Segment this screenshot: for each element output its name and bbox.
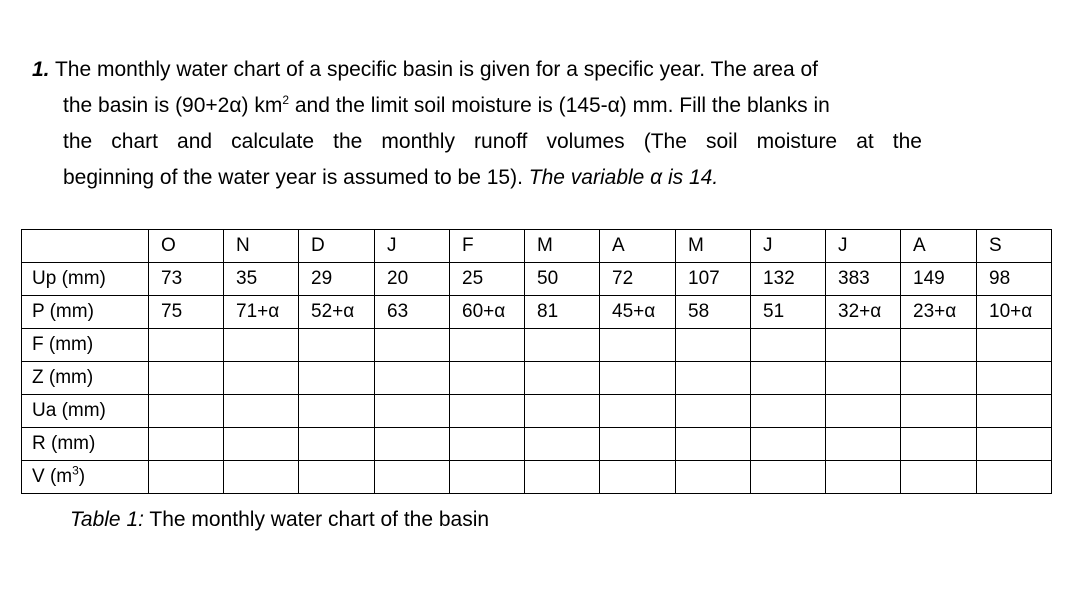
value-cell: 63: [375, 296, 450, 329]
problem-statement: [32, 52, 922, 196]
blank-cell: [676, 461, 751, 494]
blank-cell: [375, 395, 450, 428]
corner-cell: [22, 230, 149, 263]
month-header: M: [525, 230, 600, 263]
month-header: J: [751, 230, 826, 263]
blank-cell: [901, 395, 977, 428]
blank-cell: [375, 362, 450, 395]
up-row: [22, 263, 1052, 296]
blank-cell: [149, 461, 224, 494]
blank-cell: [977, 362, 1052, 395]
row-label: Ua (mm): [22, 395, 149, 428]
value-cell: 58: [676, 296, 751, 329]
blank-cell: [149, 362, 224, 395]
month-header: S: [977, 230, 1052, 263]
blank-cell: [751, 428, 826, 461]
value-cell: 75: [149, 296, 224, 329]
caption-label: Table 1:: [70, 508, 144, 531]
blank-cell: [525, 395, 600, 428]
blank-cell: [224, 461, 299, 494]
value-cell: 32+α: [826, 296, 901, 329]
value-cell: 35: [224, 263, 299, 296]
blank-cell: [600, 395, 676, 428]
blank-cell: [826, 395, 901, 428]
month-header: J: [375, 230, 450, 263]
blank-cell: [826, 461, 901, 494]
ua-row: [22, 395, 1052, 428]
blank-cell: [826, 329, 901, 362]
water-chart-table: [21, 229, 1052, 494]
blank-cell: [375, 428, 450, 461]
row-label: V $(m^3)$: [22, 461, 149, 494]
value-cell: 45+α: [600, 296, 676, 329]
value-cell: 10+α: [977, 296, 1052, 329]
value-cell: 72: [600, 263, 676, 296]
value-cell: 81: [525, 296, 600, 329]
blank-cell: [149, 329, 224, 362]
value-cell: 60+α: [450, 296, 525, 329]
value-cell: 71+α: [224, 296, 299, 329]
blank-cell: [751, 362, 826, 395]
blank-cell: [600, 428, 676, 461]
r-row: [22, 428, 1052, 461]
blank-cell: [450, 461, 525, 494]
value-cell: 29: [299, 263, 375, 296]
blank-cell: [224, 329, 299, 362]
row-label: Z (mm): [22, 362, 149, 395]
value-cell: 132: [751, 263, 826, 296]
blank-cell: [751, 395, 826, 428]
value-cell: 25: [450, 263, 525, 296]
blank-cell: [676, 428, 751, 461]
table-caption: [70, 508, 489, 532]
row-label: Up (mm): [22, 263, 149, 296]
value-cell: 383: [826, 263, 901, 296]
f-row: [22, 329, 1052, 362]
blank-cell: [901, 461, 977, 494]
blank-cell: [299, 428, 375, 461]
problem-number: 1.: [32, 58, 50, 81]
blank-cell: [299, 461, 375, 494]
blank-cell: [600, 461, 676, 494]
blank-cell: [826, 362, 901, 395]
row-label: F (mm): [22, 329, 149, 362]
blank-cell: [299, 329, 375, 362]
alpha-note: The variable α is 14.: [528, 166, 719, 189]
blank-cell: [224, 395, 299, 428]
blank-cell: [901, 362, 977, 395]
blank-cell: [977, 329, 1052, 362]
value-cell: 50: [525, 263, 600, 296]
month-header: A: [600, 230, 676, 263]
month-header: O: [149, 230, 224, 263]
blank-cell: [600, 329, 676, 362]
month-header: F: [450, 230, 525, 263]
problem-text-1: The monthly water chart of a specific basin is given for a specific year. The area of: [54, 58, 818, 81]
blank-cell: [525, 329, 600, 362]
blank-cell: [224, 362, 299, 395]
v-row: [22, 461, 1052, 494]
month-header: A: [901, 230, 977, 263]
problem-line-4: beginning of the water year is assumed to be 15). The variable α is 14.: [63, 166, 719, 189]
row-label: R (mm): [22, 428, 149, 461]
blank-cell: [224, 428, 299, 461]
blank-cell: [525, 362, 600, 395]
header-row: [22, 230, 1052, 263]
blank-cell: [901, 428, 977, 461]
row-label: P (mm): [22, 296, 149, 329]
blank-cell: [751, 329, 826, 362]
value-cell: 23+α: [901, 296, 977, 329]
problem-line-3: the chart and calculate the monthly runoff volumes (The soil moisture at the: [63, 130, 922, 153]
value-cell: 107: [676, 263, 751, 296]
blank-cell: [977, 395, 1052, 428]
blank-cell: [299, 395, 375, 428]
blank-cell: [977, 461, 1052, 494]
month-header: J: [826, 230, 901, 263]
z-row: [22, 362, 1052, 395]
blank-cell: [826, 428, 901, 461]
month-header: N: [224, 230, 299, 263]
blank-cell: [149, 428, 224, 461]
value-cell: 52+α: [299, 296, 375, 329]
month-header: M: [676, 230, 751, 263]
blank-cell: [977, 428, 1052, 461]
blank-cell: [375, 461, 450, 494]
value-cell: 20: [375, 263, 450, 296]
blank-cell: [525, 428, 600, 461]
blank-cell: [676, 329, 751, 362]
blank-cell: [450, 329, 525, 362]
blank-cell: [375, 329, 450, 362]
value-cell: 98: [977, 263, 1052, 296]
blank-cell: [751, 461, 826, 494]
blank-cell: [901, 329, 977, 362]
blank-cell: [676, 395, 751, 428]
value-cell: 149: [901, 263, 977, 296]
value-cell: 51: [751, 296, 826, 329]
month-header: D: [299, 230, 375, 263]
blank-cell: [525, 461, 600, 494]
blank-cell: [600, 362, 676, 395]
problem-line-2: the basin is (90+2α) $km^2$ and the limit soil moisture is (145-α) mm. Fill the blanks in: [63, 93, 830, 117]
blank-cell: [676, 362, 751, 395]
p-row: [22, 296, 1052, 329]
value-cell: 73: [149, 263, 224, 296]
blank-cell: [299, 362, 375, 395]
blank-cell: [450, 362, 525, 395]
caption-text: The monthly water chart of the basin: [143, 508, 490, 531]
blank-cell: [450, 428, 525, 461]
problem-line-1: [32, 52, 922, 88]
blank-cell: [450, 395, 525, 428]
blank-cell: [149, 395, 224, 428]
